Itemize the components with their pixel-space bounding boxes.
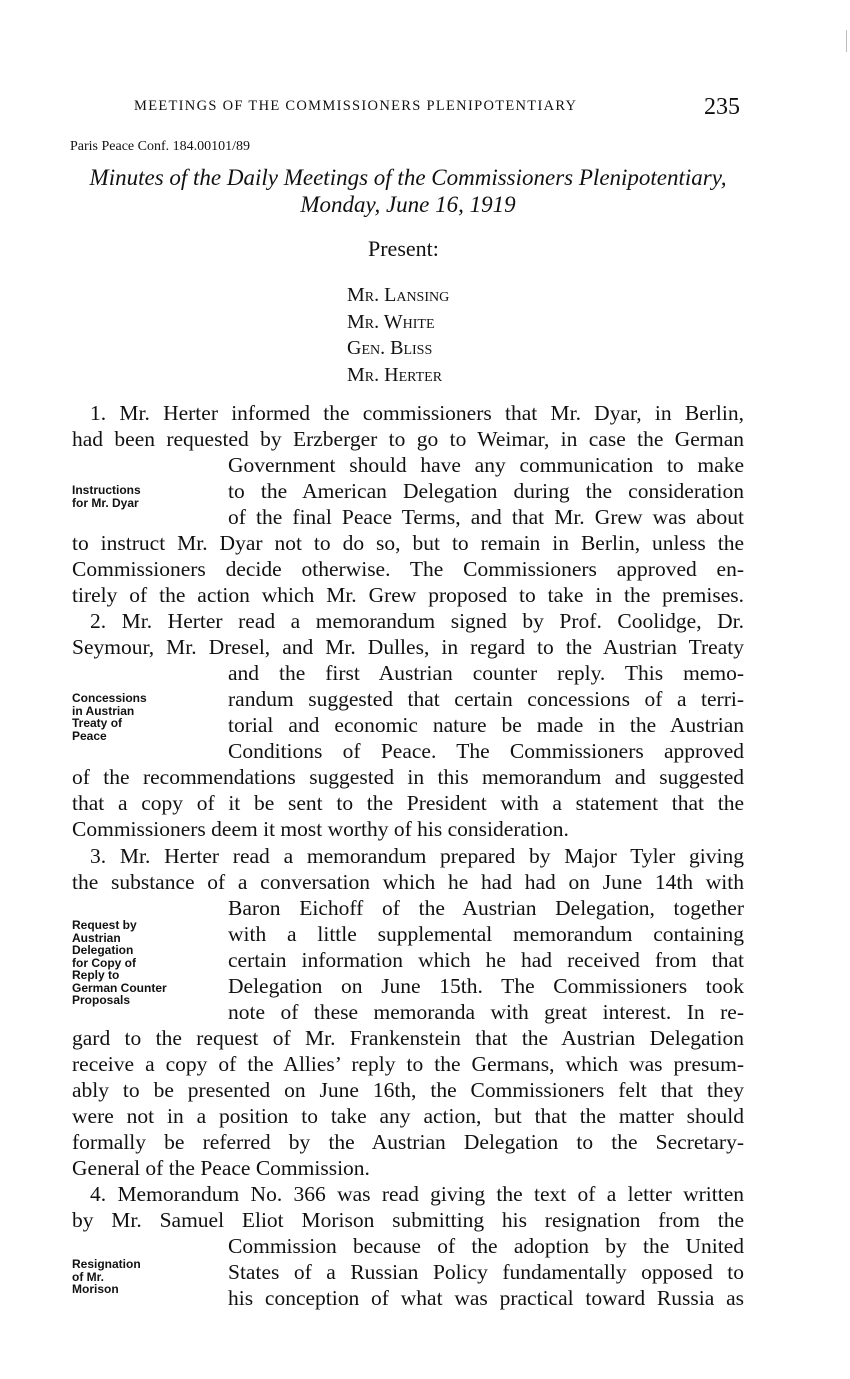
sidenote-line: Austrian: [72, 930, 121, 945]
sidenote-line: Peace: [72, 728, 107, 743]
text-line: by Mr. Samuel Eliot Morison submitting his resignation from the: [72, 1208, 744, 1232]
text-line: to instruct Mr. Dyar not to do so, but to remain in Berlin, unless the: [72, 531, 744, 555]
sidenote-line: Reply to: [72, 968, 120, 982]
text-line: gard to the request of Mr. Frankenstein that the Austrian Delegation: [72, 1026, 744, 1050]
text-line: Baron Eichoff of the Austrian Delegation, together: [228, 896, 744, 920]
text-line: Conditions of Peace. The Commissioners approved: [228, 739, 744, 763]
text-line: Commissioners decide otherwise. The Commissioners approved en-: [72, 557, 744, 581]
sidenote-line: of Mr.: [72, 1269, 104, 1284]
running-title: MEETINGS OF THE COMMISSIONERS PLENIPOTENTIARY: [134, 98, 578, 114]
page-number: 235: [704, 94, 740, 120]
text-line: and the first Austrian counter reply. This memo-: [228, 661, 744, 685]
sidenote-concessions-in-austrian-treaty: [72, 692, 212, 742]
attendee: Mr. Herter: [347, 363, 443, 386]
sidenote-line: German Counter: [72, 980, 167, 995]
text-line: receive a copy of the Allies’ reply to the Germans, which was presum-: [72, 1052, 744, 1076]
sidenote-instructions-for-mr-dyar: [72, 484, 212, 509]
text-line: were not in a position to take any action, but that the matter should: [72, 1104, 744, 1128]
text-line: randum suggested that certain concessions of a terri-: [228, 687, 744, 711]
file-reference: Paris Peace Conf. 184.00101/89: [70, 139, 251, 154]
text-line: of the final Peace Terms, and that Mr. Grew was about: [228, 505, 744, 529]
text-line: ably to be presented on June 16th, the Commissioners felt that they: [72, 1078, 744, 1102]
attendee: Mr. White: [347, 310, 435, 333]
sidenote-line: Instructions: [72, 483, 141, 497]
text-line: the substance of a conversation which he had had on June 14th with: [72, 870, 744, 894]
attendee-list: [347, 282, 449, 388]
text-line: 4. Memorandum No. 366 was read giving the text of a letter written: [90, 1182, 744, 1206]
text-line: formally be referred by the Austrian Delegation to the Secretary-: [72, 1130, 744, 1154]
text-line: certain information which he had received from that: [228, 948, 744, 972]
text-line: had been requested by Erzberger to go to Weimar, in case the German: [72, 427, 744, 451]
text-line: 3. Mr. Herter read a memorandum prepared by Major Tyler giving: [90, 844, 744, 868]
attendee: Mr. Lansing: [347, 284, 450, 306]
text-line: that a copy of it be sent to the President with a statement that the: [72, 791, 744, 815]
sidenote-line: Morison: [72, 1282, 119, 1296]
sidenote-line: Treaty of: [72, 716, 123, 730]
text-line: his conception of what was practical toward Russia as: [228, 1286, 744, 1310]
text-line: to the American Delegation during the consideration: [228, 479, 744, 503]
sidenote-line: Proposals: [72, 993, 131, 1007]
text-line: 1. Mr. Herter informed the commissioners that Mr. Dyar, in Berlin,: [90, 401, 744, 425]
text-line: 2. Mr. Herter read a memorandum signed by Prof. Coolidge, Dr.: [90, 609, 744, 633]
text-line: Commissioners deem it most worthy of his consideration.: [72, 817, 569, 841]
text-line: with a little supplemental memorandum containing: [228, 922, 744, 946]
text-line: States of a Russian Policy fundamentally opposed to: [228, 1260, 744, 1284]
sidenote-line: for Mr. Dyar: [72, 495, 139, 510]
text-line: General of the Peace Commission.: [72, 1156, 370, 1180]
text-line: Delegation on June 15th. The Commissioners took: [228, 974, 744, 998]
sidenote-resignation-of-mr-morison: [72, 1258, 212, 1296]
text-line: torial and economic nature be made in the Austrian: [228, 713, 744, 737]
sidenote-line: Request by: [72, 918, 137, 932]
text-line: Government should have any communication to make: [228, 453, 744, 477]
text-line: note of these memoranda with great interest. In re-: [228, 1000, 744, 1024]
text-line: Seymour, Mr. Dresel, and Mr. Dulles, in regard to the Austrian Treaty: [72, 635, 744, 659]
document-title-line-2: Monday, June 16, 1919: [300, 192, 516, 217]
sidenote-line: Resignation: [72, 1257, 141, 1271]
sidenote-line: Concessions: [72, 691, 147, 705]
document-title: [68, 164, 748, 218]
text-line: of the recommendations suggested in this memorandum and suggested: [72, 765, 744, 789]
attendee: Gen. Bliss: [347, 337, 433, 359]
present-heading: Present:: [368, 236, 439, 261]
minutes-item-3: [72, 843, 744, 1181]
sidenote-line: for Copy of: [72, 955, 136, 970]
text-line: tirely of the action which Mr. Grew proposed to take in the premises.: [72, 583, 744, 607]
text-line: Commission because of the adoption by the United: [228, 1234, 744, 1258]
scan-edge-mark: [846, 30, 847, 52]
sidenote-line: Delegation: [72, 943, 134, 957]
document-title-line-1: Minutes of the Daily Meetings of the Commissioners Plenipotentiary,: [89, 165, 727, 190]
sidenote-request-by-austrian-delegation: [72, 919, 212, 1007]
sidenote-line: in Austrian: [72, 703, 135, 718]
